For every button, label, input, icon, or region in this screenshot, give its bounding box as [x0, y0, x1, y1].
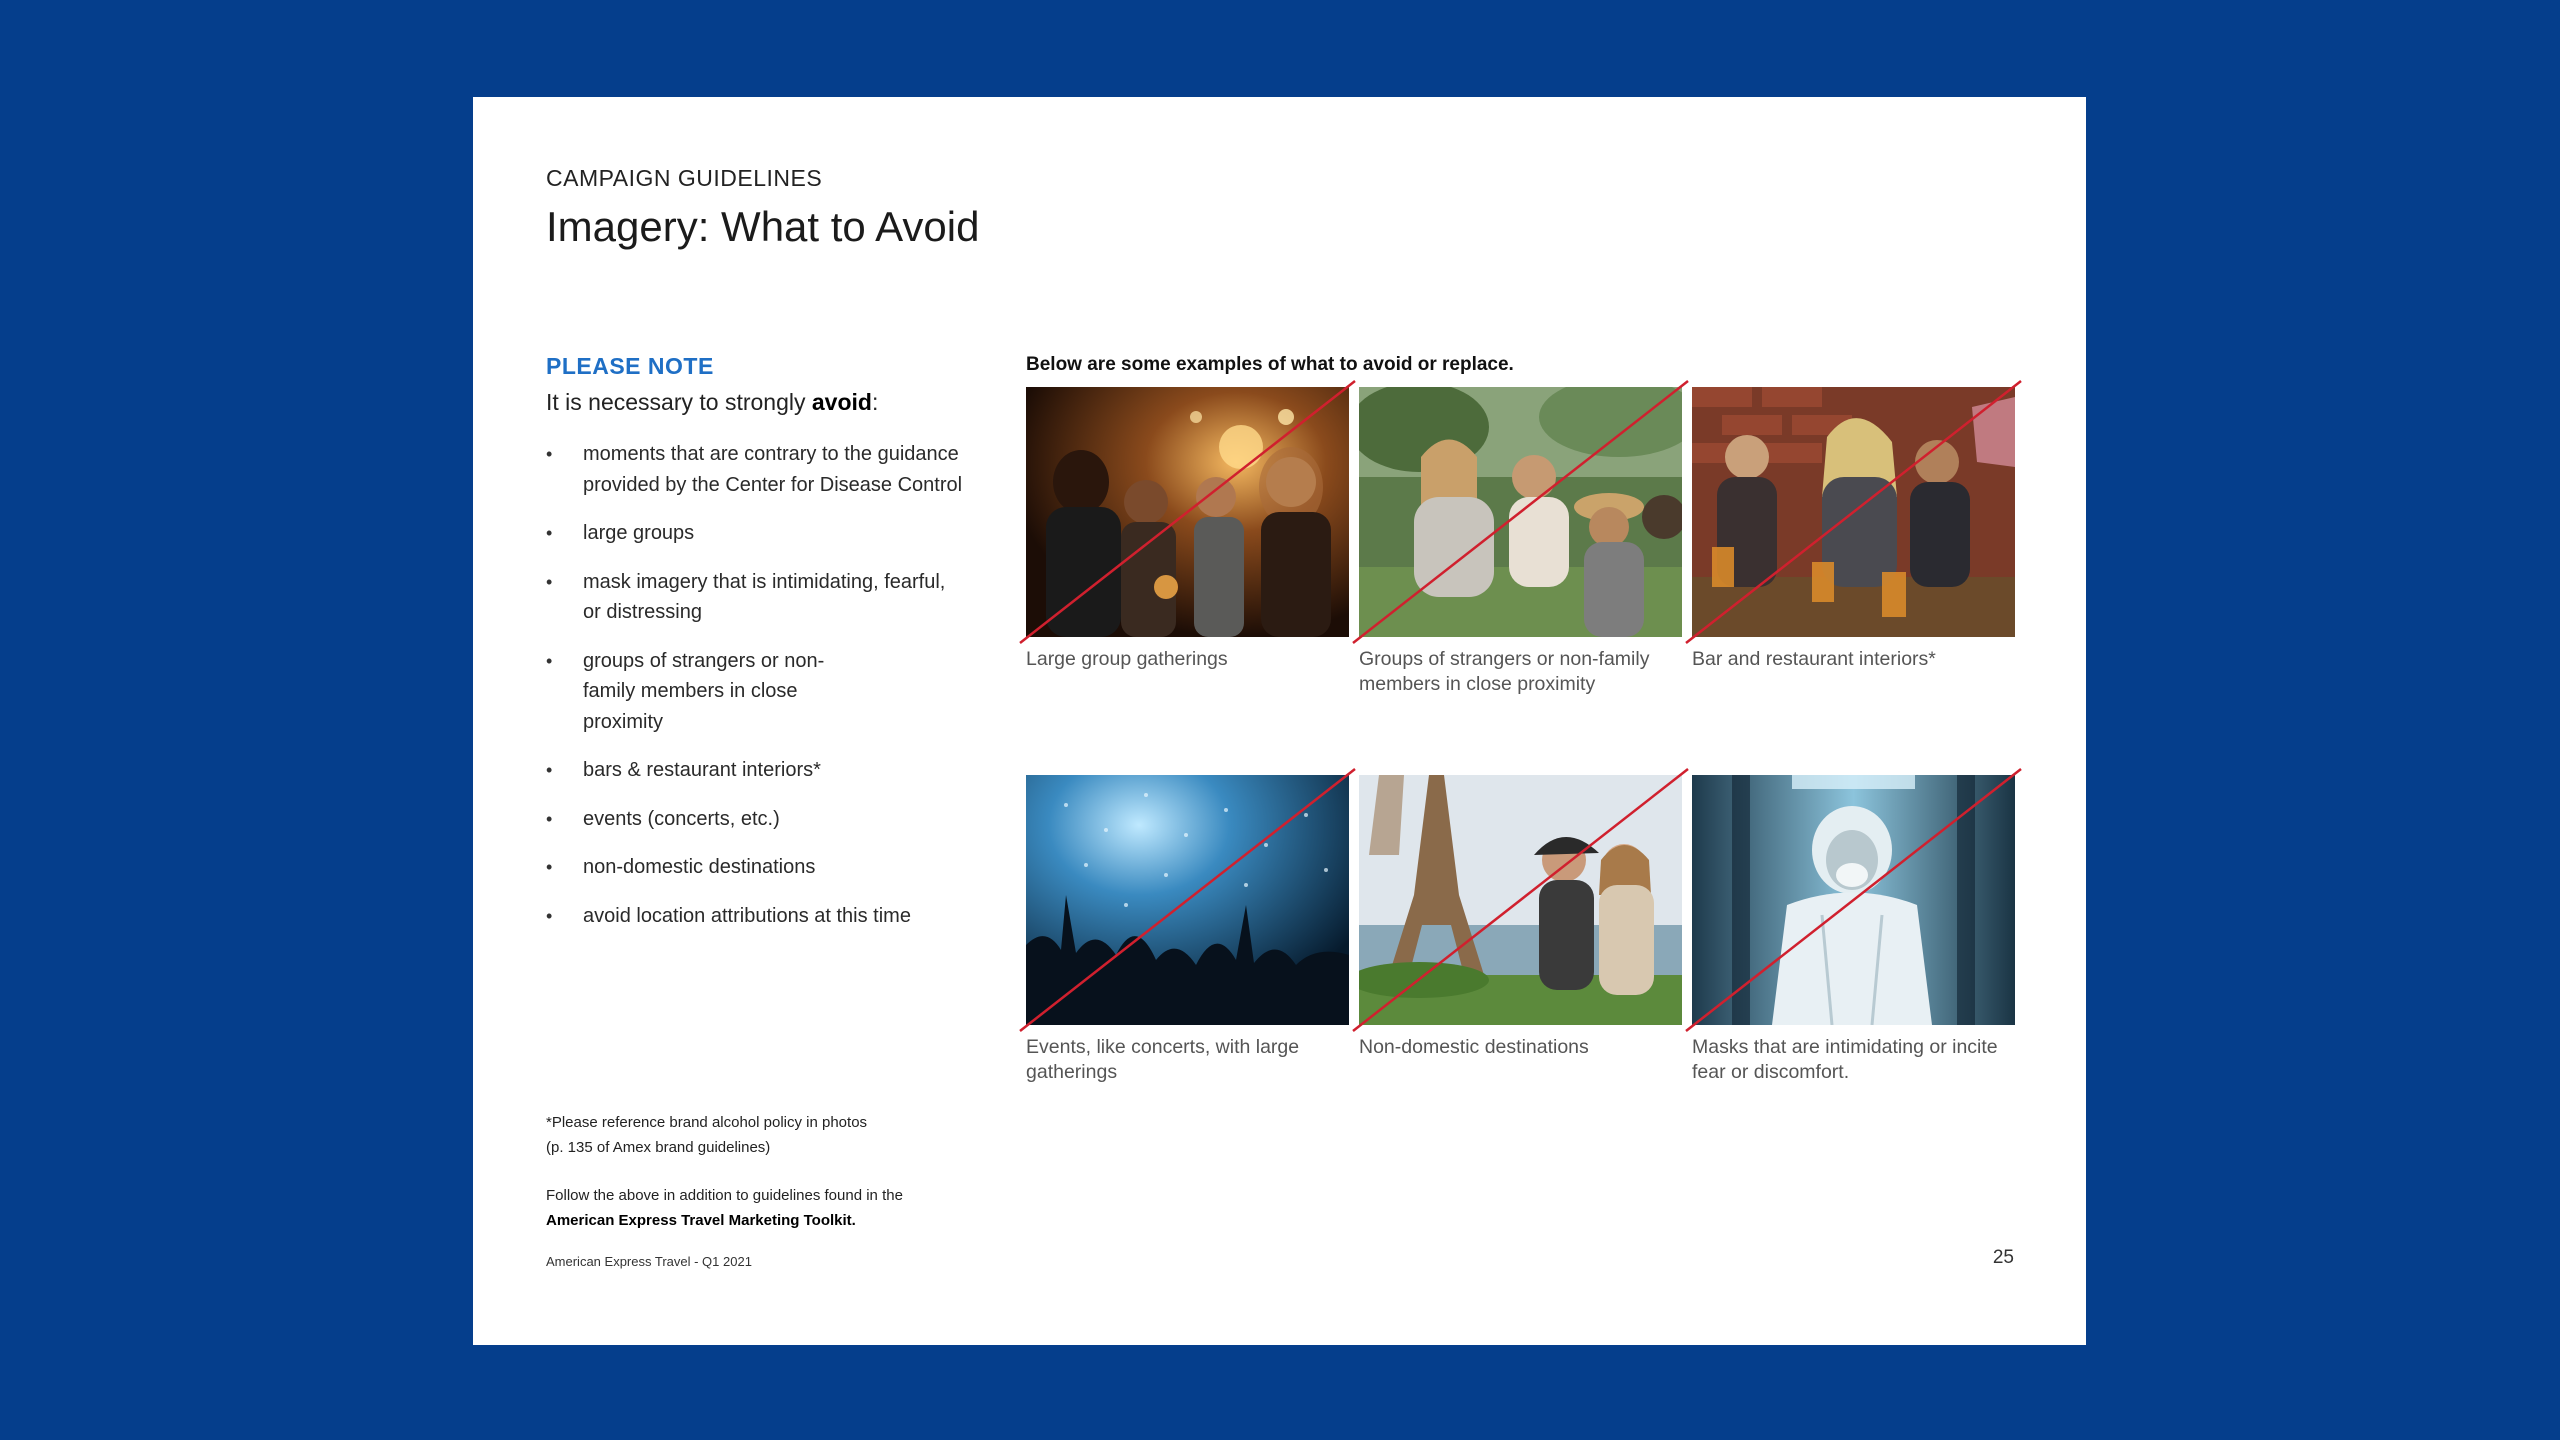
example-photo: [1359, 775, 1682, 1025]
example-photo: [1359, 387, 1682, 637]
avoid-list-item: [546, 439, 966, 500]
avoid-list: [546, 439, 966, 949]
strike-line: [1353, 381, 1688, 643]
example-tile-bar: [1692, 387, 2015, 672]
example-caption: Events, like concerts, with large gatherings: [1026, 1036, 1300, 1083]
avoid-list-item: [546, 518, 966, 549]
bullet: •: [546, 444, 553, 464]
footnote-line: (p. 135 of Amex brand guidelines): [546, 1138, 771, 1156]
strike-line: [1686, 381, 2021, 643]
note-intro: [546, 389, 878, 416]
strike-line: [1686, 769, 2021, 1031]
example-tile-concert: [1026, 775, 1349, 1085]
guideline-page: [473, 97, 2086, 1345]
strike-line: [1020, 769, 1355, 1031]
strike-line: [1353, 769, 1688, 1031]
example-photo: [1026, 387, 1349, 637]
bullet: •: [546, 523, 553, 543]
example-tile-large-group: [1026, 387, 1349, 672]
note-heading: PLEASE NOTE: [546, 353, 714, 379]
avoid-item-text: avoid location attributions at this time: [583, 904, 911, 927]
avoid-list-item: [546, 646, 873, 738]
page-title: Imagery: What to Avoid: [546, 203, 980, 250]
follow-note: [546, 1184, 1016, 1233]
avoid-item-text: large groups: [583, 522, 695, 544]
example-caption: Non-domestic destinations: [1359, 1036, 1589, 1058]
bullet: •: [546, 857, 553, 877]
page-number: 25: [1992, 1247, 2014, 1268]
avoid-item-text: events (concerts, etc.): [583, 807, 780, 830]
strike-line: [1020, 381, 1355, 643]
note-intro-suffix: :: [871, 389, 879, 415]
footnote-line: *Please reference brand alcohol policy in photos: [546, 1114, 868, 1131]
alcohol-footnote: [546, 1111, 986, 1160]
example-photo: [1026, 775, 1349, 1025]
avoid-item-text: bars & restaurant interiors*: [583, 759, 821, 781]
follow-text: Follow the above in addition to guidelines found in the: [546, 1187, 903, 1204]
bullet: •: [546, 571, 553, 592]
example-tile-destination: [1359, 775, 1682, 1060]
section-eyebrow: CAMPAIGN GUIDELINES: [546, 165, 823, 191]
avoid-list-item: [546, 901, 966, 932]
example-tile-masks: [1692, 775, 2015, 1085]
bullet: •: [546, 760, 553, 780]
note-intro-bold: avoid: [811, 389, 872, 415]
footer-label: American Express Travel - Q1 2021: [546, 1254, 752, 1269]
avoid-list-item: [546, 755, 966, 786]
avoid-item-text: mask imagery that is intimidating, fearful, or distressing: [583, 570, 946, 623]
example-photo: [1692, 775, 2015, 1025]
avoid-item-text: moments that are contrary to the guidance provided by the Center for Disease Control: [583, 443, 963, 496]
toolkit-reference: American Express Travel Marketing Toolkit.: [546, 1211, 856, 1229]
bullet: •: [546, 650, 553, 671]
bullet: •: [546, 808, 553, 829]
avoid-item-text: non-domestic destinations: [583, 856, 816, 878]
examples-heading: Below are some examples of what to avoid or replace.: [1026, 354, 1514, 375]
example-caption: Masks that are intimidating or incite fear or discomfort.: [1692, 1036, 1998, 1083]
avoid-list-item: [546, 804, 966, 835]
avoid-list-item: [546, 567, 966, 628]
avoid-item-text: groups of strangers or non-family members in close proximity: [583, 649, 825, 733]
example-caption: Bar and restaurant interiors*: [1692, 648, 1936, 670]
avoid-list-item: [546, 852, 966, 883]
example-caption: Groups of strangers or non-family members in close proximity: [1359, 648, 1650, 695]
example-photo: [1692, 387, 2015, 637]
bullet: •: [546, 905, 553, 926]
example-tile-strangers: [1359, 387, 1682, 697]
note-intro-prefix: It is necessary to strongly: [546, 389, 812, 415]
example-caption: Large group gatherings: [1026, 648, 1228, 670]
